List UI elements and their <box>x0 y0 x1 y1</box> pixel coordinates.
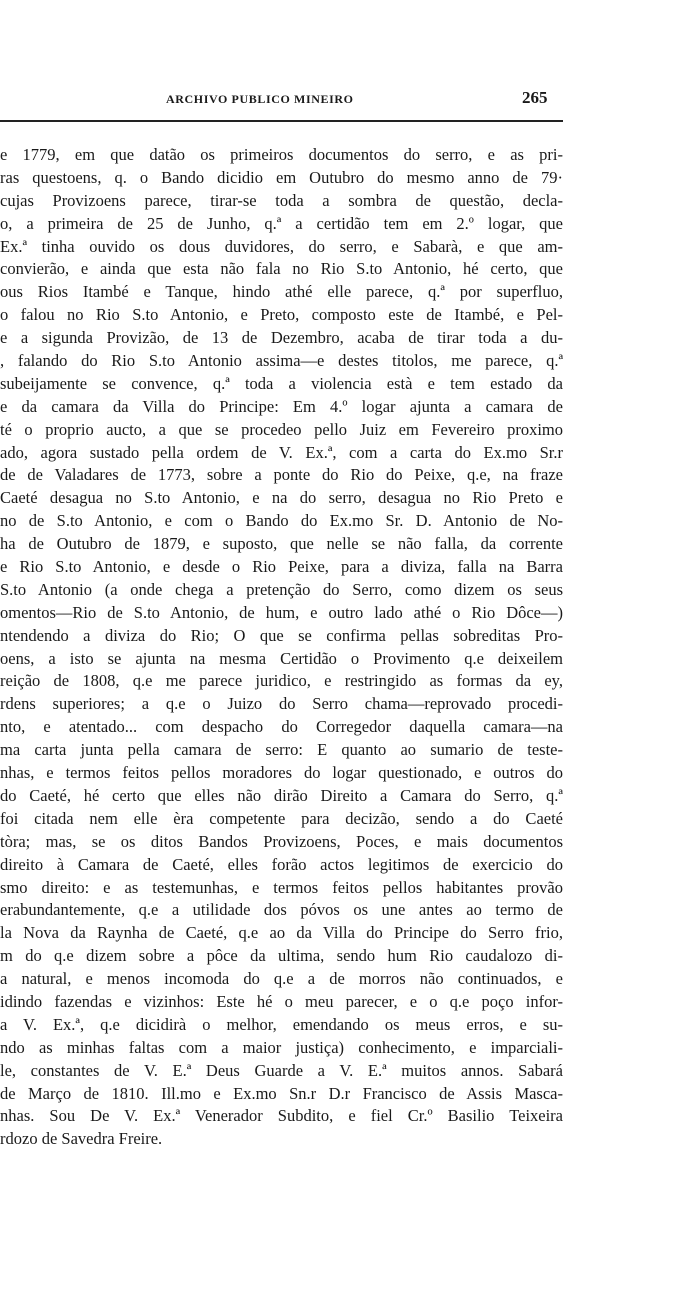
text-line: omentos—Rio de S.to Antonio, de hum, e outro lado athé o Rio Dôce—) <box>0 602 563 622</box>
text-line: a V. Ex.ª, q.e dicidirà o melhor, emendando os meus erros, e su- <box>0 1014 563 1034</box>
text-line: de Março de 1810. Ill.mo e Ex.mo Sn.r D.r Francisco de Assis Masca- <box>0 1083 563 1103</box>
text-line: Caeté desagua no S.to Antonio, e na do serro, desagua no Rio Preto e <box>0 488 563 508</box>
running-header <box>0 88 563 112</box>
text-line: foi citada nem elle èra competente para decizão, sendo a do Caeté <box>0 808 563 828</box>
text-line: do Caeté, hé certo que elles não dirão Direito a Camara do Serro, q.ª <box>0 785 563 805</box>
header-rule <box>0 120 563 122</box>
text-line: ras questoens, q. o Bando dicidio em Outubro do mesmo anno de 79· <box>0 167 563 187</box>
text-line: ha de Outubro de 1879, e suposto, que nelle se não falla, da corrente <box>0 534 563 554</box>
text-line: smo direito: e as testemunhas, e termos feitos pellos habitantes provão <box>0 877 563 897</box>
text-line: reição de 1808, q.e me parece juridico, e restringido as formas da ey, <box>0 671 563 691</box>
text-line: no de S.to Antonio, e com o Bando do Ex.mo Sr. D. Antonio de No- <box>0 511 563 531</box>
text-line: tòra; mas, se os ditos Bandos Provizoens, Poces, e mais documentos <box>0 831 563 851</box>
text-line: Ex.ª tinha ouvido os dous duvidores, do serro, e Sabarà, e que am- <box>0 236 563 256</box>
text-line: cujas Provizoens parece, tirar-se toda a sombra de questão, decla- <box>0 190 563 210</box>
text-line: e da camara da Villa do Principe: Em 4.º logar ajunta a camara de <box>0 396 563 416</box>
text-line: ntendendo a diviza do Rio; O que se confirma pellas sobreditas Pro- <box>0 625 563 645</box>
text-line: e Rio S.to Antonio, e desde o Rio Peixe, para a diviza, falla na Barra <box>0 557 563 577</box>
text-line: ma carta junta pella camara de serro: E quanto ao sumario de teste- <box>0 740 563 760</box>
text-line: oens, a isto se ajunta na mesma Certidão o Provimento q.e deixeilem <box>0 648 563 668</box>
journal-title: ARCHIVO PUBLICO MINEIRO <box>166 92 354 106</box>
text-line: rdozo de Savedra Freire. <box>0 1129 163 1149</box>
text-line: direito à Camara de Caeté, elles forão actos legitimos de exercicio do <box>0 854 563 874</box>
text-line: ado, agora sustado pella ordem de V. Ex.ª, com a carta do Ex.mo Sr.r <box>0 442 563 462</box>
text-line: nhas, e termos feitos pellos moradores do logar questionado, e outros do <box>0 763 563 783</box>
text-line: ous Rios Itambé e Tanque, hindo athé elle parece, q.ª por superfluo, <box>0 282 563 302</box>
text-line: té o proprio aucto, a que se procedeo pello Juiz em Fevereiro proximo <box>0 419 563 439</box>
text-line: e a sigunda Provizão, de 13 de Dezembro, acaba de tirar toda a du- <box>0 328 563 348</box>
text-line: , falando do Rio S.to Antonio assima—e destes titolos, me parece, q.ª <box>0 351 563 371</box>
page-number: 265 <box>522 88 548 107</box>
text-line: m do q.e dizem sobre a pôce da ultima, sendo hum Rio caudalozo di- <box>0 946 563 966</box>
text-line: subeijamente se convence, q.ª toda a violencia està e tem estado da <box>0 373 563 393</box>
text-line: convierão, e ainda que esta não fala no Rio S.to Antonio, hé certo, que <box>0 259 563 279</box>
text-line: le, constantes de V. E.ª Deus Guarde a V. E.ª muitos annos. Sabará <box>0 1060 563 1080</box>
text-line: rdens superiores; a q.e o Juizo do Serro chama—reprovado procedi- <box>0 694 563 714</box>
text-line: S.to Antonio (a onde chega a pretenção do Serro, como dizem os seus <box>0 579 563 599</box>
text-line: nto, e atentado... com despacho do Corregedor daquella camara—na <box>0 717 563 737</box>
text-line: la Nova da Raynha de Caeté, q.e ao da Villa do Principe do Serro frio, <box>0 923 563 943</box>
text-line: o, a primeira de 25 de Junho, q.ª a certidão tem em 2.º logar, que <box>0 213 563 233</box>
text-line: de de Valadares de 1773, sobre a ponte do Rio do Peixe, q.e, na fraze <box>0 465 563 485</box>
body-text <box>0 144 563 1151</box>
text-line: idindo fazendas e vizinhos: Este hé o meu parecer, e o q.e poço infor- <box>0 991 563 1011</box>
text-line: ndo as minhas faltas com a maior justiça) conhecimento, e imparciali- <box>0 1037 563 1057</box>
text-line: a natural, e menos incomoda do q.e a de morros não continuados, e <box>0 969 563 989</box>
text-line: o falou no Rio S.to Antonio, e Preto, composto este de Itambé, e Pel- <box>0 305 563 325</box>
text-line: e 1779, em que datão os primeiros documentos do serro, e as pri- <box>0 145 563 164</box>
text-line: erabundantemente, q.e a utilidade dos póvos os une antes ao termo de <box>0 900 563 920</box>
text-line: nhas. Sou De V. Ex.ª Venerador Subdito, e fiel Cr.º Basilio Teixeira <box>0 1106 563 1126</box>
